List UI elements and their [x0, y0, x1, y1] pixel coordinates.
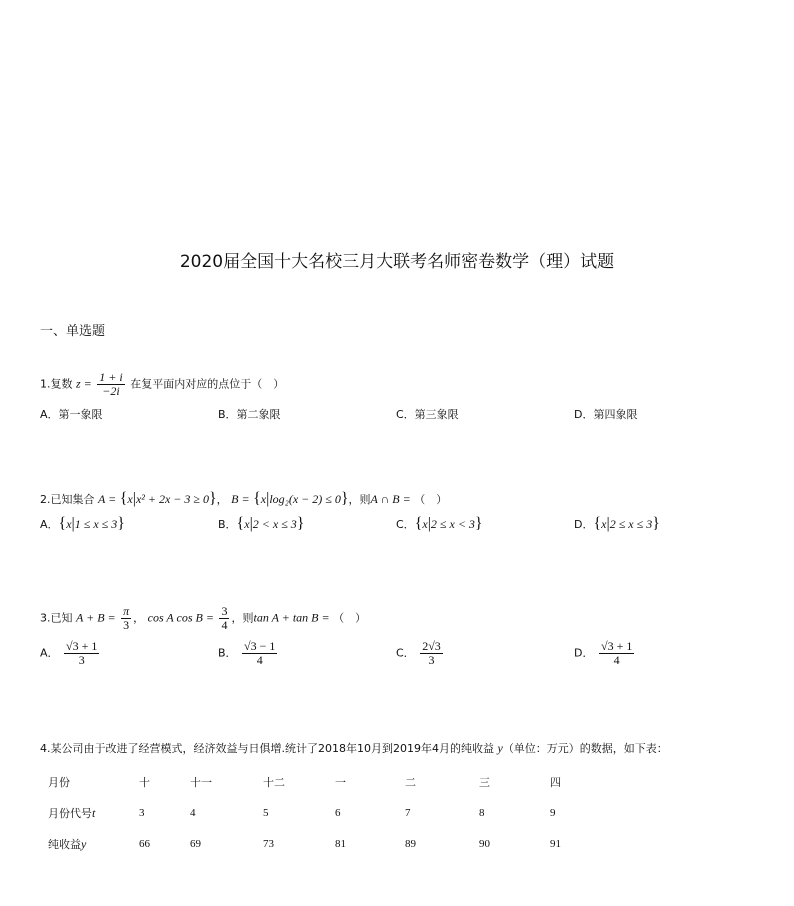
q1-option-b[interactable]: B．第二象限: [218, 408, 281, 421]
table-cell: 66: [139, 837, 150, 850]
table-cell: 81: [335, 837, 346, 850]
section-heading: 一、单选题: [40, 324, 106, 339]
q2-option-a[interactable]: A．{x|1 ≤ x ≤ 3}: [40, 515, 125, 532]
set-b-condition: log₂(x − 2) ≤ 0: [269, 492, 341, 506]
set-b-name: B =: [231, 492, 250, 506]
fraction-numerator: 1 + i: [99, 370, 123, 384]
table-cell: 一: [335, 775, 346, 789]
math-variable: z =: [76, 376, 92, 391]
set-a-condition: x² + 2x − 3 ≥ 0: [135, 492, 209, 506]
q3-option-c[interactable]: C． $\frac{2√3}{3}$: [396, 639, 441, 667]
q2-option-c[interactable]: C．{x|2 ≤ x < 3}: [396, 515, 483, 532]
table-row: [40, 766, 610, 797]
question-text: 已知集合: [50, 493, 95, 506]
table-cell: 69: [190, 837, 201, 850]
question-text: 已知: [50, 611, 73, 625]
question-text: 复数: [50, 377, 73, 391]
q2-option-b[interactable]: B．{x|2 < x ≤ 3}: [218, 515, 305, 532]
question-4: 4.某公司由于改进了经营模式，经济效益与日俱增.统计了2018年10月到2019年4月的纯收益 y（单位：万元）的数据，如下表：: [40, 741, 668, 755]
q3-option-a[interactable]: A． $\frac{√3 + 1}{3}$: [40, 639, 98, 667]
question-number: 4.: [40, 742, 51, 755]
table-cell: 三: [479, 775, 490, 789]
table-cell: 6: [335, 806, 341, 819]
row-label: 纯收益y: [48, 836, 87, 851]
q1-option-a[interactable]: A．第一象限: [40, 408, 103, 421]
question-3: 3.已知 A + B = $\frac{\pi}{3}$ ， cos A cos B = $\frac{3}{4}$ ，则tan A + tan B = （ ）: [40, 604, 367, 632]
q3-option-d[interactable]: D． $\frac{√3 + 1}{4}$: [574, 639, 633, 667]
table-cell: 3: [139, 806, 145, 819]
question-1: [40, 371, 284, 398]
data-table: [40, 766, 610, 859]
table-cell: 89: [405, 837, 416, 850]
question-text: 在复平面内对应的点位于（ ）: [130, 377, 285, 391]
table-row: [40, 797, 610, 828]
row-label: 月份代号t: [48, 805, 96, 820]
question-number: 3.: [40, 611, 51, 625]
table-cell: 四: [550, 775, 561, 789]
row-label: 月份: [48, 775, 70, 789]
q1-option-c[interactable]: C．第三象限: [396, 408, 459, 421]
set-a-name: A =: [98, 492, 117, 506]
table-cell: 73: [263, 837, 274, 850]
fraction: $\frac{\pi}{3}$: [123, 604, 130, 632]
table-row: [40, 828, 610, 859]
table-cell: 二: [405, 775, 416, 789]
intersection-expr: A ∩ B =: [370, 492, 411, 506]
table-cell: 9: [550, 806, 556, 819]
fraction-denominator: −2i: [102, 384, 120, 398]
table-cell: 十一: [190, 775, 212, 789]
fraction: $\frac{3}{4}$: [221, 604, 228, 632]
q3-option-b[interactable]: B． $\frac{√3 - 1}{4}$: [218, 639, 276, 667]
table-cell: 7: [405, 806, 411, 819]
table-cell: 十: [139, 775, 150, 789]
page-title: 2020届全国十大名校三月大联考名师密卷数学（理）试题: [179, 252, 615, 272]
table-cell: 4: [190, 806, 196, 819]
table-cell: 90: [479, 837, 490, 850]
question-text: 某公司由于改进了经营模式，经济效益与日俱增.统计了2018年10月到2019年4月的纯收益: [50, 742, 494, 755]
question-number: 1.: [40, 377, 51, 391]
table-cell: 十二: [263, 775, 285, 789]
table-cell: 8: [479, 806, 485, 819]
q1-option-d[interactable]: D．第四象限: [574, 408, 638, 421]
table-cell: 5: [263, 806, 269, 819]
q2-option-d[interactable]: D．{x|2 ≤ x ≤ 3}: [574, 515, 660, 532]
question-2: 2.已知集合 A = {x|x² + 2x − 3 ≥ 0}， B = {x|log₂(x − 2) ≤ 0}，则A ∩ B = （ ）: [40, 490, 448, 507]
fraction: [97, 371, 124, 398]
question-number: 2.: [40, 493, 51, 506]
table-cell: 91: [550, 837, 561, 850]
